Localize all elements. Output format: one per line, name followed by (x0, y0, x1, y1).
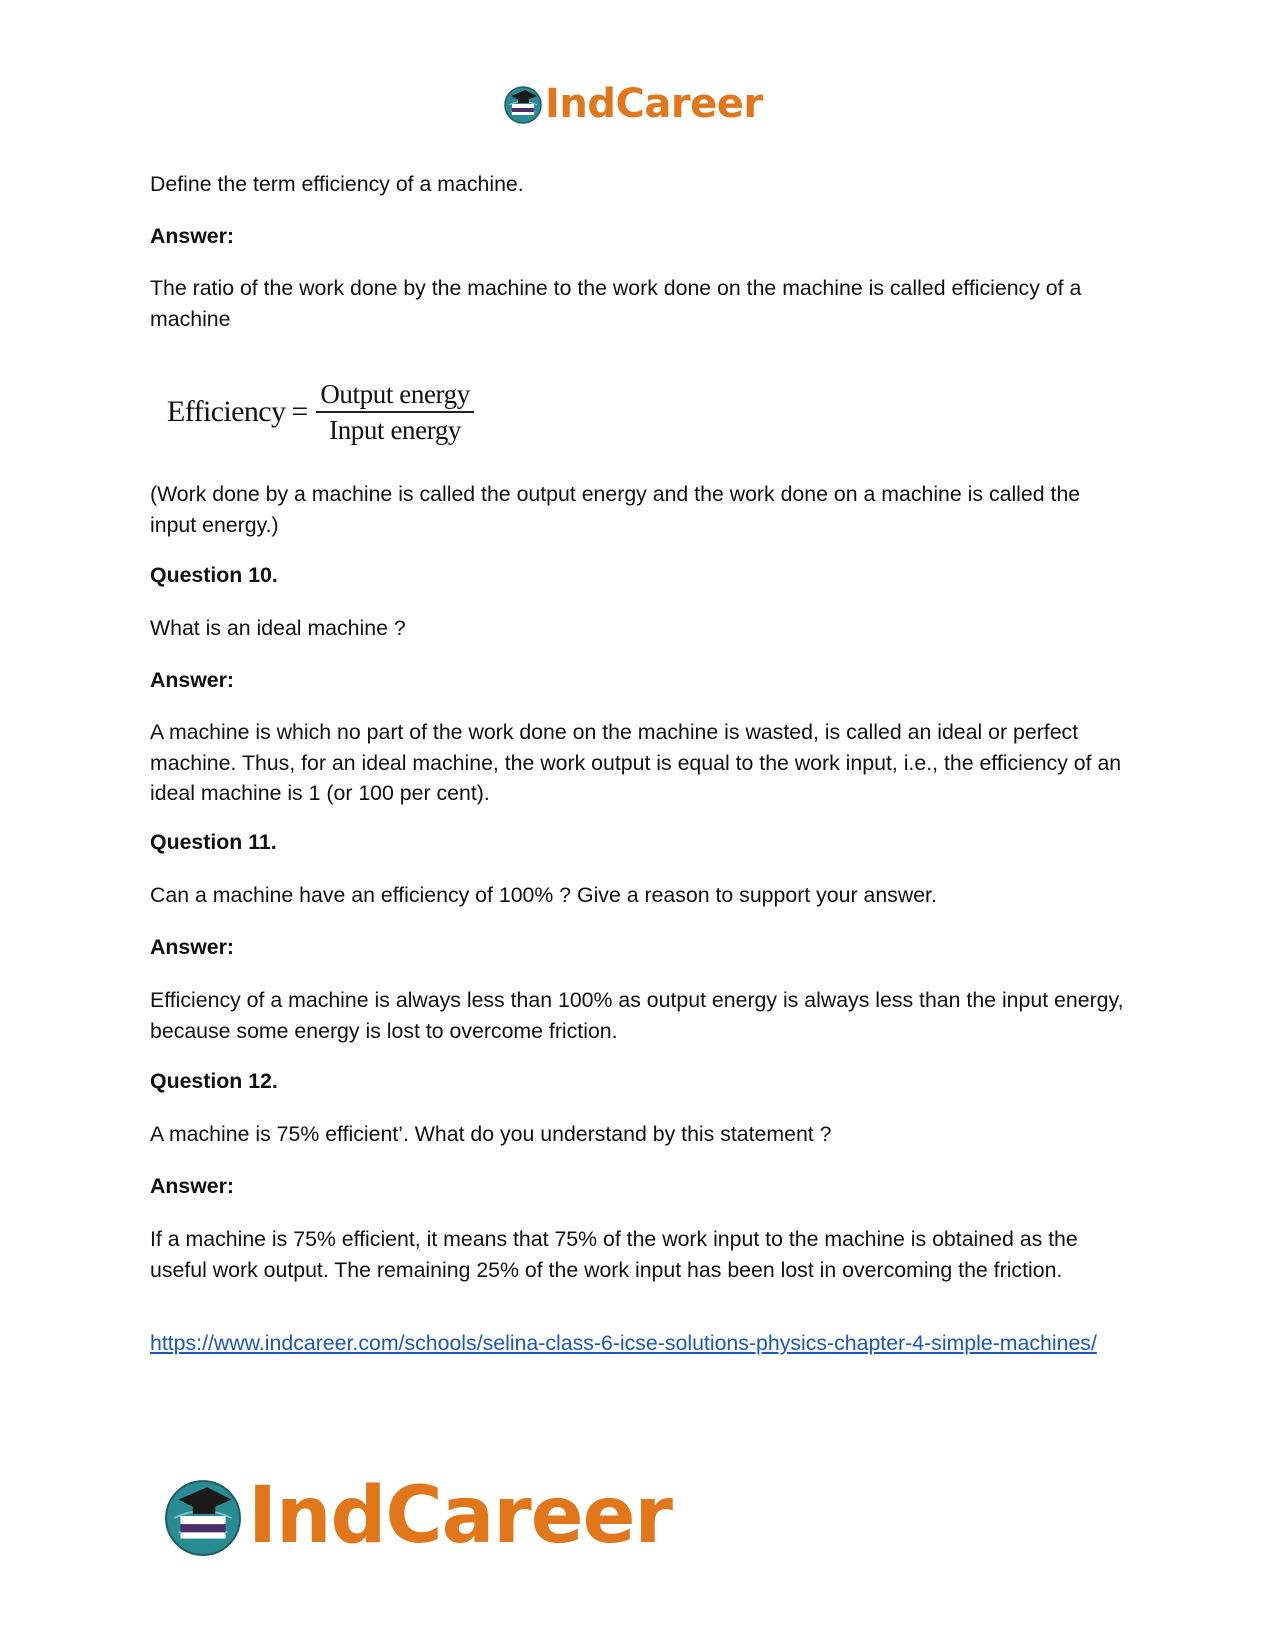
question-9-note: (Work done by a machine is called the output energy and the work done on a machine is called the input energy.) (150, 482, 1081, 537)
question-10-label: Question 10. (150, 563, 278, 587)
question-11-label: Question 11. (150, 830, 277, 854)
question-10-answer: A machine is which no part of the work done on the machine is wasted, is called an ideal or perfect machine. Thus, for an ideal machine, the work output is equal to the work input, i.e., the efficiency of an ideal machine is 1 (or 100 per cent). (150, 720, 1122, 805)
question-11-answer: Efficiency of a machine is always less than 100% as output energy is always less than the input energy, because some energy is lost to overcome friction. (150, 988, 1124, 1043)
question-9-text: Define the term efficiency of a machine. (150, 172, 524, 196)
header-logo-text: IndCareer (545, 81, 763, 127)
question-10-text: What is an ideal machine ? (150, 616, 406, 640)
formula-lhs: Efficiency (167, 395, 286, 428)
formula-equals: = (291, 395, 309, 428)
formula-fraction (316, 377, 474, 447)
question-12-text: A machine is 75% efficient’. What do you understand by this statement ? (150, 1122, 832, 1146)
efficiency-formula (167, 377, 474, 447)
header-logo (503, 80, 763, 128)
formula-denominator: Input energy (329, 415, 462, 445)
question-11-answer-label: Answer: (150, 935, 235, 959)
question-12-answer-label: Answer: (150, 1174, 235, 1198)
logo-globe-icon (503, 84, 543, 124)
formula-numerator: Output energy (320, 379, 470, 409)
source-link-paragraph (150, 1328, 1130, 1359)
question-9-answer: The ratio of the work done by the machine to the work done on the machine is called efficiency of a machine (150, 276, 1082, 331)
footer-logo-text: IndCareer (248, 1471, 672, 1561)
question-12-answer: If a machine is 75% efficient, it means that 75% of the work input to the machine is obtained as the useful work output. The remaining 25% of the work input has been lost in overcoming the friction. (150, 1227, 1078, 1282)
question-12-label: Question 12. (150, 1069, 278, 1093)
logo-globe-icon (162, 1475, 244, 1557)
footer-logo (162, 1470, 672, 1562)
source-link[interactable]: https://www.indcareer.com/schools/selina-class-6-icse-solutions-physics-chapter-4-simple-machines/ (150, 1331, 1097, 1355)
question-9-answer-label: Answer: (150, 224, 235, 248)
question-11-text: Can a machine have an efficiency of 100% ? Give a reason to support your answer. (150, 883, 937, 907)
question-10-answer-label: Answer: (150, 668, 235, 692)
